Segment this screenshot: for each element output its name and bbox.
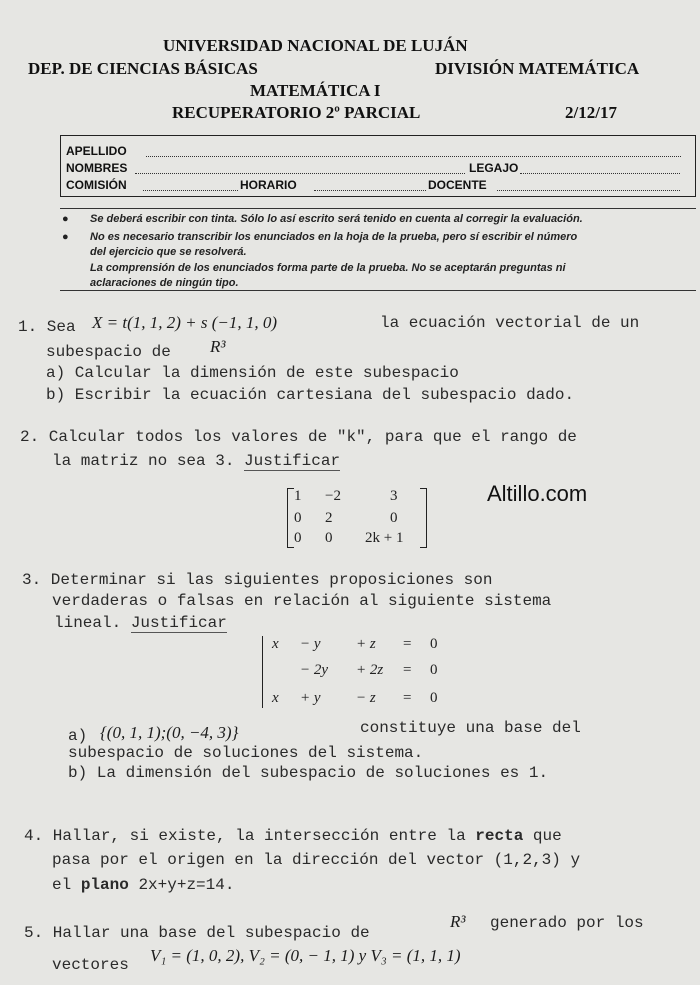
watermark: Altillo.com <box>487 481 588 506</box>
note-comprehension-1: La comprensión de los enunciados forma parte de la prueba. No se aceptarán preguntas ni <box>90 262 566 274</box>
exam-title: RECUPERATORIO 2º PARCIAL <box>172 103 421 122</box>
system-term: − 2y <box>300 662 329 678</box>
university-name: UNIVERSIDAD NACIONAL DE LUJÁN <box>163 36 468 55</box>
q4-line1-text: 4. Hallar, si existe, la intersección entre la <box>24 827 466 845</box>
system-term: x <box>272 690 279 706</box>
q1-number-label: 1. Sea <box>18 318 76 336</box>
q1-vector-equation: X = t(1, 1, 2) + s (−1, 1, 0) <box>92 313 278 332</box>
q4-line1-end: que <box>532 827 562 845</box>
comision-line[interactable] <box>143 180 238 191</box>
nombres-line[interactable] <box>135 163 465 174</box>
q4-line1 <box>24 827 562 845</box>
q4-line3-text: el <box>52 876 72 894</box>
q3-system-brace <box>262 636 269 708</box>
apellido-label: APELLIDO <box>66 144 127 158</box>
docente-label: DOCENTE <box>428 178 487 192</box>
matrix-cell: 2 <box>325 510 333 526</box>
note-ink: Se deberá escribir con tinta. Sólo lo así escrito será tenido en cuenta al corregir la evaluación. <box>90 213 583 225</box>
horario-label: HORARIO <box>240 178 297 192</box>
horario-line[interactable] <box>314 180 426 191</box>
q3-line2: verdaderas o falsas en relación al siguiente sistema <box>52 592 552 610</box>
q3-part-a-label: a) <box>68 727 88 745</box>
q5-line1 <box>24 924 370 942</box>
bullet-1: ● <box>62 213 69 225</box>
apellido-line[interactable] <box>146 146 681 157</box>
system-term: = <box>403 636 412 652</box>
matrix-cell: −2 <box>325 488 341 504</box>
matrix-cell: 0 <box>294 510 302 526</box>
q3-line3 <box>54 614 227 632</box>
note-comprehension-2: aclaraciones de ningún tipo. <box>90 277 239 289</box>
matrix-cell: 0 <box>325 530 333 546</box>
docente-line[interactable] <box>497 180 680 191</box>
q3-part-b: b) La dimensión del subespacio de soluciones es 1. <box>68 764 549 782</box>
system-term: = <box>403 662 412 678</box>
q5-vectors: V₁ = (1, 0, 2), V₂ = (0, − 1, 1) y V₃ = (1, 1, 1) <box>150 946 461 965</box>
notes-bottom-rule <box>60 290 696 291</box>
system-term: 0 <box>430 662 438 678</box>
q2-matrix-left-bracket <box>287 488 294 548</box>
matrix-cell: 0 <box>390 510 398 526</box>
q1-statement-end: la ecuación vectorial de un <box>380 314 640 332</box>
q2-justificar: Justificar <box>244 452 341 470</box>
q4-line3 <box>52 876 234 894</box>
q5-r3: R³ <box>450 912 466 931</box>
system-term: − z <box>356 690 376 706</box>
q3-justificar: Justificar <box>130 614 227 632</box>
q2-line1: 2. Calcular todos los valores de "k", para que el rango de <box>20 428 577 446</box>
system-term: 0 <box>430 636 438 652</box>
division-name: DIVISIÓN MATEMÁTICA <box>435 59 640 78</box>
q1-part-a: a) Calcular la dimensión de este subespacio <box>46 364 459 382</box>
department-name: DEP. DE CIENCIAS BÁSICAS <box>28 59 258 78</box>
q3-part-a-set: {(0, 1, 1);(0, −4, 3)} <box>100 723 239 742</box>
q4-line2: pasa por el origen en la dirección del vector (1,2,3) y <box>52 851 581 869</box>
q5-line1-end: generado por los <box>490 914 644 932</box>
q1-r3: R³ <box>210 337 226 356</box>
q3-part-a-text: constituye una base del <box>360 719 581 737</box>
q4-recta: recta <box>475 827 524 845</box>
comision-label: COMISIÓN <box>66 178 127 192</box>
q5-line1-text: 5. Hallar una base del subespacio de <box>24 924 370 942</box>
q2-line2 <box>52 452 340 470</box>
note-transcribe-2: del ejercicio que se resolverá. <box>90 246 247 258</box>
system-term: = <box>403 690 412 706</box>
system-term: + y <box>300 690 321 706</box>
matrix-cell: 1 <box>294 488 302 504</box>
notes-top-rule <box>60 208 696 209</box>
matrix-cell: 0 <box>294 530 302 546</box>
q4-plano: plano <box>80 876 129 894</box>
q1-part-b: b) Escribir la ecuación cartesiana del subespacio dado. <box>46 386 575 404</box>
exam-date: 2/12/17 <box>565 103 617 122</box>
system-term: 0 <box>430 690 438 706</box>
matrix-cell: 3 <box>390 488 398 504</box>
q4-plane-equation: 2x+y+z=14. <box>138 876 235 894</box>
legajo-label: LEGAJO <box>469 161 519 175</box>
q2-matrix-right-bracket <box>420 488 427 548</box>
q3-part-a-line2: subespacio de soluciones del sistema. <box>68 744 424 762</box>
legajo-line[interactable] <box>520 163 680 174</box>
system-term: + 2z <box>356 662 384 678</box>
matrix-cell: 2k + 1 <box>365 530 404 546</box>
q3-line1: 3. Determinar si las siguientes proposiciones son <box>22 571 493 589</box>
q1-line2: subespacio de <box>46 343 171 361</box>
q5-line2-label: vectores <box>52 956 129 974</box>
system-term: + z <box>356 636 376 652</box>
system-term: x <box>272 636 279 652</box>
q2-line2-text: la matriz no sea 3. <box>52 452 235 470</box>
course-name: MATEMÁTICA I <box>250 81 381 100</box>
note-transcribe-1: No es necesario transcribir los enunciados en la hoja de la prueba, pero sí escribir el número <box>90 231 578 243</box>
bullet-2: ● <box>62 231 69 243</box>
nombres-label: NOMBRES <box>66 161 128 175</box>
q3-line3-text: lineal. <box>54 614 122 632</box>
system-term: − y <box>300 636 321 652</box>
